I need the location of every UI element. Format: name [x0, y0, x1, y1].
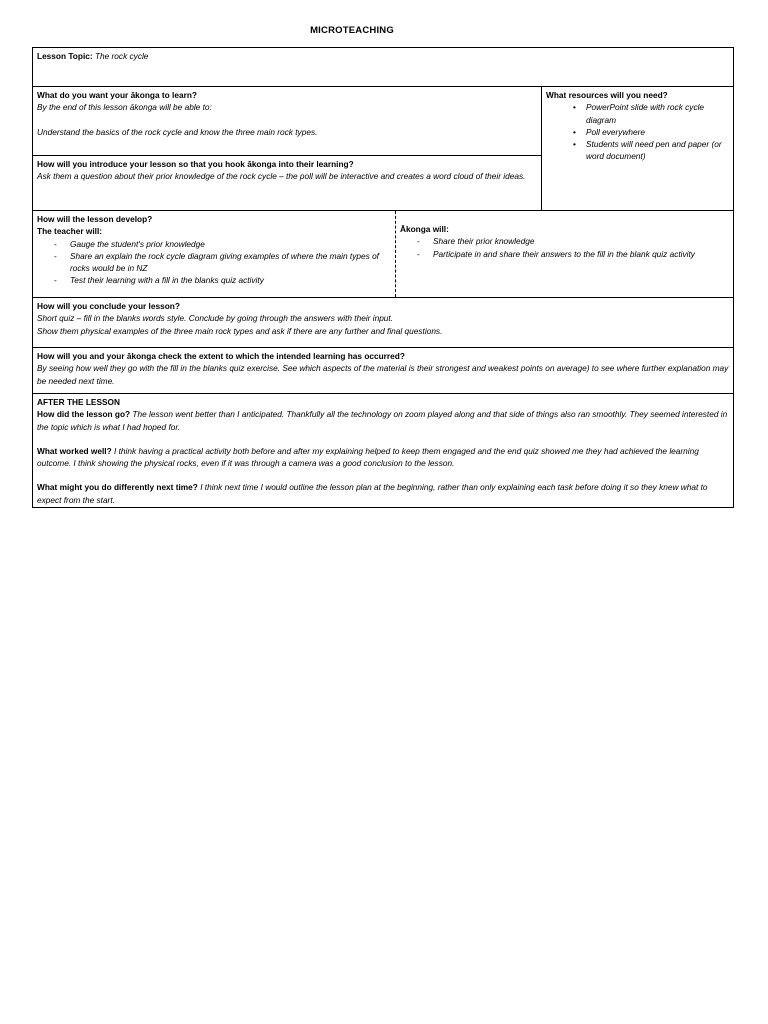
after-lesson-row	[33, 394, 733, 507]
development-question: How will the lesson develop?	[37, 214, 153, 224]
list-item: - Share an explain the rock cycle diagram giving examples of where the main types of rocks would be in NZ	[70, 250, 391, 275]
list-item: - Gauge the student's prior knowledge	[70, 238, 391, 250]
reflection-answer: I think having a practical activity both before and after my explaining helped to keep them engaged and the end quiz showed me they had achieved the learning outcome. I think showing the physical rocks, even if it was through a camera was a good conclusion to the lesson.	[37, 445, 699, 469]
learning-goal-question: What do you want your ākonga to learn?	[37, 90, 197, 100]
akonga-cell	[396, 211, 733, 297]
akonga-list	[400, 235, 729, 260]
list-item: - Participate in and share their answers to the fill in the blank quiz activity	[433, 248, 729, 260]
learning-goal-line2: Understand the basics of the rock cycle and know the three main rock types.	[37, 126, 318, 137]
reflection-1	[37, 408, 729, 433]
assessment-row	[33, 348, 733, 394]
reflection-question: How did the lesson go?	[37, 409, 131, 420]
teacher-list	[37, 238, 391, 287]
assessment-question: How will you and your ākonga check the extent to which the intended learning has occurred?	[37, 351, 405, 361]
lesson-topic-row	[33, 48, 733, 87]
list-item: • Poll everywhere	[586, 126, 729, 138]
learning-goal-cell	[33, 87, 541, 156]
conclusion-line1: Short quiz – fill in the blanks words style. Conclude by going through the answers with their input.	[37, 313, 394, 324]
lesson-topic-value: The rock cycle	[94, 51, 149, 61]
introduction-cell	[33, 156, 541, 210]
conclusion-line2: Show them physical examples of the three main rock types and ask if there are any further and final questions.	[37, 325, 443, 336]
reflection-answer: I think next time I would outline the lesson plan at the beginning, rather than only explaining each task before doing it so they knew what to expect from the start.	[37, 482, 708, 505]
teacher-cell	[33, 211, 396, 297]
assessment-answer: By seeing how well they go with the fill in the blanks quiz exercise. See which aspects of the material is their strongest and weakest points on average) to see where further explanation may be needed next time.	[37, 363, 729, 386]
introduction-answer: Ask them a question about their prior knowledge of the rock cycle – the poll will be interactive and creates a word cloud of their ideas.	[37, 171, 526, 182]
lesson-plan-table	[32, 47, 734, 508]
resources-cell	[542, 87, 733, 210]
introduction-question: How will you introduce your lesson so that you hook ākonga into their learning?	[37, 159, 354, 169]
list-item: • Students will need pen and paper (or word document)	[586, 138, 729, 163]
learning-resources-row	[33, 87, 733, 211]
resources-list	[546, 101, 729, 162]
lesson-topic-label: Lesson Topic:	[37, 51, 93, 61]
document-title: MICROTEACHING	[310, 25, 394, 36]
reflection-question: What worked well?	[37, 445, 112, 456]
resources-question: What resources will you need?	[546, 90, 668, 100]
teacher-label: The teacher will:	[37, 226, 103, 237]
list-item: - Test their learning with a fill in the blanks quiz activity	[70, 274, 391, 286]
list-item: • PowerPoint slide with rock cycle diagram	[586, 101, 729, 126]
reflection-answer: The lesson went better than I anticipated. Thankfully all the technology on zoom played along and that side of things also ran smoothly. They seemed interested in the topic which is what I had hoped for.	[37, 409, 728, 432]
learning-goal-line1: By the end of this lesson ākonga will be able to:	[37, 102, 212, 113]
learning-column	[33, 87, 542, 210]
conclusion-question: How will you conclude your lesson?	[37, 301, 180, 311]
after-lesson-heading: AFTER THE LESSON	[37, 397, 120, 407]
reflection-3	[37, 481, 729, 506]
akonga-label: Ākonga will:	[400, 224, 449, 234]
list-item: - Share their prior knowledge	[433, 235, 729, 247]
lesson-development-row	[33, 211, 733, 298]
reflection-2	[37, 445, 729, 470]
reflection-question: What might you do differently next time?	[37, 482, 198, 493]
conclusion-row	[33, 298, 733, 348]
